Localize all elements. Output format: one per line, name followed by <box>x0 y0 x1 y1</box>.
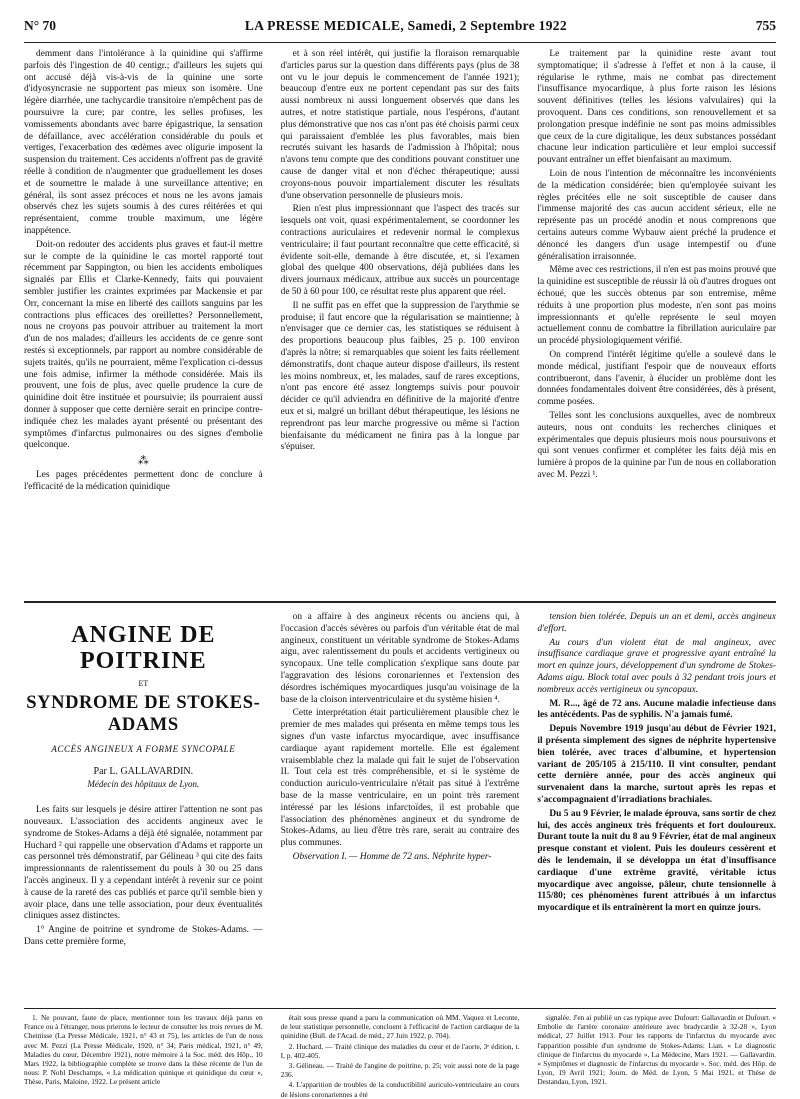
article-separator <box>24 601 776 603</box>
author-byline: Par L. GALLAVARDIN. <box>93 765 194 777</box>
paragraph: on a affaire à des angineux récents ou anciens qui, à l'occasion d'accès sévères ou parfois d'un véritable état de mal angineux, constituent un véritable syndrome de Stokes-Adams aigu, avec ralentissement du pouls et accidents vertigineux ou syncopaux. Une telle complication s'explique sans doute par l'aggravation des lésions coronariennes et l'extension des désordres ischémiques myocardiques jusqu'au voisinage de la base de la cloison interventriculaire et du système hisien ⁴. <box>280 612 520 705</box>
paragraph: 1° Angine de poitrine et syndrome de Stokes-Adams. — Dans cette première forme, <box>24 925 263 947</box>
paragraph: Il ne suffit pas en effet que la suppression de l'arythmie se produise; il faut encore que la régularisation se maintienne; à n'envisager que ce dernier cas, les statistiques se réduisent à des proportions beaucoup plus faibles, 25 p. 100 environ d'après la nôtre; si remarquables que soient les faits réellement démonstratifs, dont chaque auteur dispose d'ailleurs, ils restent les moins nombreux, et, les malades, sauf de rares exceptions, n'ont pas encore été assez longtemps suivis pour pouvoir décider ce qu'il adviendra en définitive de la majorité d'entre eux et si, malgré un brillant début thérapeutique, les lésions ne reprendront pas leur marche progressive ou même si l'action bienfaisante du médicament ne finira pas à la longue par s'épuiser. <box>280 300 520 453</box>
top-column-3 <box>537 49 776 597</box>
footnote: 3. Gélineau. — Traité de l'angine de poitrine, p. 25; voir aussi note de la page 236. <box>280 1061 520 1080</box>
header-rule <box>24 42 776 43</box>
article-column-1 <box>24 612 263 1002</box>
top-column-2 <box>281 49 520 597</box>
paragraph: Doit-on redouter des accidents plus graves et faut-il mettre sur le compte de la quinidine le cas mortel rapporté tout récemment par Sappington, ou bien les accidents emboliques signalés par Ellis et Clarke-Kennedy, faits qui pouvaient sembler justifier les craintes exprimées par Mackensie et par Orr, concernant la mise en liberté des caillots sanguins par les contractions plus efficaces des oreillettes? Personnellement, nous ne croyons pas pouvoir attribuer au traitement la mort d'un de nos malades; d'ailleurs les accidents de ce genre sont restés si exceptionnels, par rapport au nombre considérable de sujets traités, qu'ils ne pourraient, même l'explication ci-dessus une fois admise, infirmer la méthode considérée. Mais ils prouvent, une fois de plus, avec quelle prudence la cure de quinidine doit être instituée et poursuivie; ils pourraient aussi donner à supposer que cette dernière serait en principe contre-indiquée chez les malades ayant présenté ou présentant des symptômes d'infarctus pulmonaires ou des signes d'embolie quelconque. <box>24 239 263 451</box>
observation-heading: Observation I. — Homme de 72 ans. Néphrite hyper- <box>292 851 492 862</box>
paragraph: On comprend l'intérêt légitime qu'elle a soulevé dans le monde médical, justifiant l'espoir que de nouveaux efforts contribueront, dans l'avenir, à élucider un problème dont les données fondamentales doivent être considérées, dès à présent, comme posées. <box>537 349 777 408</box>
footnote: 1. Ne pouvant, faute de place, mentionner tous les travaux déjà parus en France ou à l'étranger, nous prierons le lecteur de consulter les trois revues de M. Cheinisse (La Presse Médicale, 1921, n° 43 et 75), les articles de l'un de nous avec M. Pezzi (La Presse Médicale, 1920, n° 34; Paris médical, 1921, n° 49, Maladies du cœur, Décembre 1921), notre mémoire à la Soc. méd. des Hôp., 10 Mars 1922, la bibliographie complète se trouve dans la thèse récente de l'un de nous: P. Nobl Deschamps, « La médication quinique et quinidique du cœur », Thèse, Paris, Maloine, 1922. Le présent article <box>24 1013 263 1087</box>
paragraph: Même avec ces restrictions, il n'en est pas moins prouvé que la quinidine est susceptible de réussir là où d'autres drogues ont échoué, que les succès obtenus par son entremise, même réduits à une proportion plus modeste, n'en sont pas moins impressionnants et qu'elle représente le seul moyen actuellement connu de combattre la fibrillation auriculaire par un procédé physiologiquement vérifié. <box>537 265 777 347</box>
paragraph: Loin de nous l'intention de méconnaître les inconvénients de la médication considérée; bien qu'employée suivant les règles précitées elle ne soit susceptible de causer dans l'immense majorité des cas aucun accident sérieux, elle ne représente pas un procédé anodin et nous comprenons que certains auteurs comme Wybauw aient préché la prudence et dénoncé les dangers d'un usage intempestif ou d'une généralisation irraisonnée. <box>537 168 777 262</box>
footnote-column-2 <box>280 1013 520 1099</box>
journal-title: LA PRESSE MEDICALE, Samedi, 2 Septembre 1922 <box>244 18 567 33</box>
issue-number: N° 70 <box>24 18 57 33</box>
footnote: signalée. J'en ai publié un cas typique avec Dufourt: Gallavardin et Dufourt. « Embolie de l'artère coronaire antérieure avec bradycardie à 32-28 », Lyon médical, 27 Juillet 1913. Pour les rapports de l'infarctus du myocarde avec l'apparition possible d'un syndrome de Stokes-Adams: Lian. « Le diagnostic clinique de l'infarctus du myocarde », La Médecine, Mars 1921. — Gallavardin. « Symptômes et diagnostic de l'infarctus du myocarde ». Soc. méd. des Hôp. de Lyon, 19 Avril 1921; Journ. de Méd. de Lyon, 5 Mai 1921, et Thèse de Destandau, Lyon, 1921. <box>537 1013 777 1087</box>
top-column-1 <box>24 49 263 597</box>
paragraph: Rien n'est plus impressionnant que l'aspect des tracés sur lesquels ont voit, quasi expérimentalement, se coordonner les contractions auriculaires et redevenir normal le complexus ventriculaire; il faut pourtant reconnaître que cette efficacité, si évidente soit-elle, demande à être discutée, et, si l'examen global des quelque 400 observations, déjà publiées dans les divers journaux médicaux, attribue aux succès un pourcentage de 50 à 60 pour 100, ce résultat reste plus apparent que réel. <box>280 204 520 297</box>
footnote-rule <box>24 1008 776 1009</box>
footnote: 4. L'apparition de troubles de la conductibilité auriculo-ventriculaire au cours de lésions coronariennes a été <box>280 1080 520 1099</box>
paragraph: et à son réel intérêt, qui justifie la floraison remarquable d'articles parus sur la question dans différents pays (plus de 38 ont vu le jour depuis le commencement de l'année 1921); beaucoup d'entre eux ne portent cependant pas sur des faits aussi nombreux ni aussi longuement observés que dans les autres, et notre statistique partiale, nous l'espérons, d'autant plus démonstrative que nos cas n'ont pas été choisis parmi ceux qui paraissaient d'emblée les plus favorables, mais bien recrutés suivant les hasards de l'admission à l'hôpital; nous n'avons tenu compte que des conditions pouvant constituer une cause de danger vital et non d'échec thérapeutique; aussi croyons-nous pouvoir impartialement discuter les résultats d'une observation personnelle de plusieurs mois. <box>280 49 520 201</box>
observation-summary: tension bien tolérée. Depuis un an et demi, accès angineux d'effort. <box>537 612 777 634</box>
paragraph: Les faits sur lesquels je désire attirer l'attention ne sont pas nouveaux. L'association des accidents angineux avec le syndrome de Stokes-Adams a déjà été signalée, notamment par Huchard ² qui rappelle une observation d'Adams et rapporte un cas personnel très démonstratif, par Gélineau ³ qui cite des faits impressionnants de ralentissement du pouls à 30 ou 25 dans l'accès angineux. Il y a cependant intérêt à revenir sur ce point à cause de la rareté des cas publiés et parce qu'il semble bien y avoir place, dans une telle association, pour deux éventualités cliniques assez distinctes. <box>24 805 263 922</box>
paragraph: Cette interprétation était particulièrement plausible chez le premier de mes malades qui présenta en même temps tous les signes d'un vaste infarctus myocardique, avec insuffisance cardiaque ayant rapidement mortelle. Elle est également vraisemblable chez la malade qui fait le sujet de l'observation II. Tout cela est très compréhensible, et si le système de conduction auriculo-ventriculaire n'était pas situé à l'extrême base de la masse ventriculaire, en un point très rarement intéressé par les lésions infarctoïdes, il est probable que l'association des phénomènes angineux et du syndrome de Stokes-Adams, au lieu d'être très rare, serait au contraire des plus communes. <box>280 708 520 849</box>
paragraph: demment dans l'intolérance à la quinidine qui s'affirme parfois dès l'ingestion de 40 centigr.; d'ailleurs les sujets qui ont accusé déjà vis-à-vis de la quinine une sorte d'idyosyncrasie ne supportent pas mieux son isomère. Une légère diarrhée, une tachycardie transitoire n'empêchent pas de poursuivre la cure; par contre, les selles profuses, les vomissements abondants avec barre épigastrique, la sensation de défaillance, avec accélération considérable du pouls et vertiges, l'exacerbation des œdèmes avec oligurie imposent la suspension du traitement. Ces accidents n'offrent pas de gravité réelle à condition de n'augmenter que graduellement les doses et de soumettre le malade à une surveillance attentive; en général, ils sont assez précoces et nous ne les avons jamais observés chez les sujets soumis à des cures réitérées et qui représentaient, comme trouble maximum, une légère inappétence. <box>24 49 263 236</box>
paragraph: Depuis Novembre 1919 jusqu'au début de Février 1921, il présenta simplement des signes de néphrite hypertensive bien tolérée, avec traces d'albumine, et hypertension variant de 205/105 à 215/110. Il vint consulter, pendant cette dernière année, pour des accès angineux qui survenaient dans la marche, surtout après les repas et s'accompagnaient d'irradiations brachiales. <box>537 724 777 805</box>
observation-summary: Au cours d'un violent état de mal angineux, avec insuffisance cardiaque grave et progressive ayant entraîné la mort en quinze jours, développement d'un syndrome de Stokes-Adams aigu. Block total avec pouls à 32 pendant trois jours et nombreux accès vertigineux ou syncopaux. <box>537 637 777 695</box>
paragraph: Les pages précédentes permettent donc de conclure à l'efficacité de la médication quinidique <box>24 469 263 492</box>
paragraph: Telles sont les conclusions auxquelles, avec de nombreux auteurs, nous ont conduits les recherches cliniques et expérimentales que depuis plusieurs mois nous poursuivons et qui sont venues confirmer et compléter les faits déjà mis en lumière à propos de la quinine par l'un de nous en collaboration avec M. Pezzi ¹. <box>537 410 777 480</box>
article-title-conjunction: ET <box>138 679 149 688</box>
article-title-line-2: SYNDROME DE STOKES-ADAMS <box>26 692 261 735</box>
author-affiliation: Médecin des hôpitaux de Lyon. <box>87 779 200 790</box>
page-number: 755 <box>755 18 776 33</box>
article-column-2 <box>281 612 520 1002</box>
top-article-columns <box>24 49 776 597</box>
article-column-3 <box>537 612 776 1002</box>
paragraph: M. R..., âgé de 72 ans. Aucune maladie infectieuse dans les antécédents. Pas de syphilis. N'a jamais fumé. <box>537 698 777 721</box>
article-subtitle: ACCÈS ANGINEUX A FORME SYNCOPALE <box>51 743 236 754</box>
footnote: était sous presse quand a paru la communication où MM. Vaquez et Leconte, de leur statistique personnelle, concluent à l'efficacité de l'action cardiaque de la quinidine (Bull. de l'Acad. de méd., 27 Juin 1922, p. 704). <box>280 1013 520 1041</box>
new-article-columns <box>24 612 776 1002</box>
paragraph: Le traitement par la quinidine reste avant tout symptomatique; il s'adresse à l'effet et non à la cause, il régularise le rythme, mais ne combat pas directement l'insuffisance myocardique, à plus forte raison les lésions souvent définitives (telles les lésions valvulaires) qui la provoquent. Dans ces conditions, son renouvellement et sa prolongation presque indéfinie ne sont pas moins admissibles que ceux de la cure digitalique, les deux substances possédant chacune leur indication particulière et leur emploi successif pouvant entraîner un effet bienfaisant au maximum. <box>537 49 777 166</box>
footnote-column-3 <box>537 1013 777 1087</box>
page-header <box>24 18 776 40</box>
paragraph: Du 5 au 9 Février, le malade éprouva, sans sortir de chez lui, des accès angineux très fréquents et fort douloureux. Durant toute la nuit du 8 au 9 Février, état de mal angineux presque constant et violent. Puis les douleurs cessèrent et dès le lendemain, il se développa un état d'insuffisance cardiaque d'une extrême gravité, véritable ictus myocardique avec angoisse, pâleur, chute tensionnelle à 115/80; ces phénomènes furent attribués à un infarctus myocardique et ils entraînèrent la mort en quinze jours. <box>537 808 777 914</box>
footnotes <box>24 1013 777 1099</box>
footnote: 2. Huchard. — Traité clinique des maladies du cœur et de l'aorte, 3ᵉ édition, t. I, p. 402-405. <box>280 1041 520 1060</box>
section-stars: ⁂ <box>137 455 149 468</box>
article-title-line-1: ANGINE DE POITRINE <box>71 622 216 674</box>
footnote-column-1 <box>24 1013 263 1087</box>
